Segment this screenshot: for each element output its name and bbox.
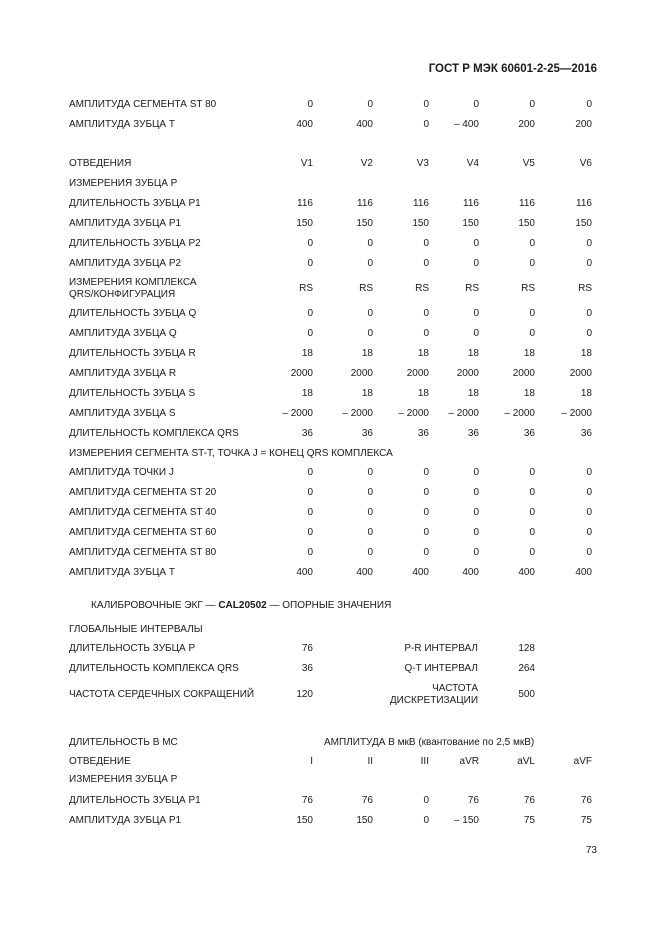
section-heading: ИЗМЕРЕНИЯ ЗУБЦА P <box>69 178 178 189</box>
section-heading: ИЗМЕРЕНИЯ ЗУБЦА P <box>69 774 178 785</box>
cell-value: 0 <box>529 328 535 339</box>
cell-value: 400 <box>575 567 592 578</box>
cell-value: 18 <box>523 388 535 399</box>
cell-value: 0 <box>473 258 479 269</box>
cell-value: 400 <box>296 567 313 578</box>
cell-value: – 150 <box>453 815 479 826</box>
cell-value: 0 <box>307 547 313 558</box>
qrs-config-label-line2: QRS/КОНФИГУРАЦИЯ <box>69 289 176 300</box>
row-label: ДЛИТЕЛЬНОСТЬ ЗУБЦА S <box>69 388 196 399</box>
cell-value: 0 <box>423 467 429 478</box>
cell-value: – 2000 <box>448 408 479 419</box>
lead-header: aVF <box>573 756 592 767</box>
cell-value: 18 <box>467 388 479 399</box>
cell-value: 150 <box>356 218 373 229</box>
row-label: ДЛИТЕЛЬНОСТЬ ЗУБЦА Q <box>69 308 197 319</box>
page-number: 73 <box>585 845 597 856</box>
record-code: CAL20502 <box>218 600 267 611</box>
row-label: АМПЛИТУДА СЕГМЕНТА ST 20 <box>69 487 217 498</box>
calibration-title <box>91 600 391 612</box>
cell-value: 0 <box>473 507 479 518</box>
cell-value: 18 <box>361 388 373 399</box>
cell-value: 400 <box>356 567 373 578</box>
sampling-rate-label-line1: ЧАСТОТА <box>432 683 478 694</box>
cell-value: 0 <box>529 487 535 498</box>
cell-value: 36 <box>361 428 373 439</box>
cell-value: 200 <box>518 119 535 130</box>
cell-value: 18 <box>417 348 429 359</box>
cell-value: 76 <box>580 795 592 806</box>
cell-value: – 2000 <box>398 408 429 419</box>
cell-value: 36 <box>580 428 592 439</box>
cell-value: 0 <box>423 99 429 110</box>
cell-value: 116 <box>357 198 373 209</box>
cell-value: 0 <box>307 258 313 269</box>
cell-value: 0 <box>473 487 479 498</box>
cell-value: 150 <box>356 815 373 826</box>
row-label: АМПЛИТУДА ЗУБЦА P2 <box>69 258 182 269</box>
duration-units-label: ДЛИТЕЛЬНОСТЬ В МС <box>69 737 178 748</box>
cell-value: 36 <box>523 428 535 439</box>
row-label: АМПЛИТУДА СЕГМЕНТА ST 60 <box>69 527 217 538</box>
global-right-value: 128 <box>518 643 535 654</box>
cell-value: – 2000 <box>342 408 373 419</box>
cell-value: 0 <box>367 238 373 249</box>
cell-value: 0 <box>473 308 479 319</box>
lead-header: aVL <box>517 756 535 767</box>
cell-value: 116 <box>576 198 592 209</box>
cell-value: 0 <box>423 328 429 339</box>
row-label: ДЛИТЕЛЬНОСТЬ КОМПЛЕКСА QRS <box>69 428 239 439</box>
cell-value: 116 <box>297 198 313 209</box>
title-suffix: — ОПОРНЫЕ ЗНАЧЕНИЯ <box>266 600 392 611</box>
cell-value: 0 <box>473 467 479 478</box>
cell-value: 150 <box>296 218 313 229</box>
lead-header: V5 <box>522 158 535 169</box>
cell-value: 0 <box>586 507 592 518</box>
lead-header: V3 <box>416 158 429 169</box>
lead-header: III <box>420 756 429 767</box>
cell-value: 0 <box>367 507 373 518</box>
cell-value: 0 <box>367 308 373 319</box>
row-label: ДЛИТЕЛЬНОСТЬ ЗУБЦА P1 <box>69 198 201 209</box>
cell-value: 200 <box>575 119 592 130</box>
cell-value: 150 <box>518 218 535 229</box>
cell-value: – 400 <box>453 119 479 130</box>
cell-value: 0 <box>367 467 373 478</box>
row-label: АМПЛИТУДА СЕГМЕНТА ST 80 <box>69 99 217 110</box>
cell-value: 75 <box>523 815 535 826</box>
cell-value: 2000 <box>569 368 592 379</box>
row-label: ДЛИТЕЛЬНОСТЬ ЗУБЦА R <box>69 348 196 359</box>
cell-value: RS <box>299 283 313 294</box>
row-label: АМПЛИТУДА ЗУБЦА R <box>69 368 177 379</box>
row-label: АМПЛИТУДА ЗУБЦА T <box>69 567 175 578</box>
cell-value: 0 <box>529 547 535 558</box>
row-label: АМПЛИТУДА СЕГМЕНТА ST 80 <box>69 547 217 558</box>
cell-value: 400 <box>356 119 373 130</box>
cell-value: 0 <box>529 238 535 249</box>
row-label: АМПЛИТУДА ЗУБЦА P1 <box>69 218 182 229</box>
title-prefix: КАЛИБРОВОЧНЫЕ ЭКГ — <box>91 600 219 611</box>
row-label: АМПЛИТУДА СЕГМЕНТА ST 40 <box>69 507 217 518</box>
lead-header: II <box>367 756 373 767</box>
lead-header: aVR <box>459 756 479 767</box>
cell-value: 76 <box>467 795 479 806</box>
global-left-value: 76 <box>301 643 313 654</box>
lead-header: V2 <box>360 158 373 169</box>
cell-value: 0 <box>423 547 429 558</box>
cell-value: 0 <box>586 487 592 498</box>
cell-value: 0 <box>367 99 373 110</box>
leads-label: ОТВЕДЕНИЯ <box>69 158 132 169</box>
cell-value: 0 <box>586 258 592 269</box>
cell-value: RS <box>415 283 429 294</box>
cell-value: 400 <box>518 567 535 578</box>
global-right-label: P-R ИНТЕРВАЛ <box>404 643 478 654</box>
global-left-label: ДЛИТЕЛЬНОСТЬ КОМПЛЕКСА QRS <box>69 663 239 674</box>
global-intervals-label: ГЛОБАЛЬНЫЕ ИНТЕРВАЛЫ <box>69 624 203 635</box>
cell-value: 0 <box>307 467 313 478</box>
cell-value: 0 <box>473 99 479 110</box>
cell-value: 0 <box>423 258 429 269</box>
sampling-rate-value: 500 <box>518 689 535 700</box>
cell-value: 0 <box>307 487 313 498</box>
standard-header: ГОСТ Р МЭК 60601-2-25—2016 <box>428 63 597 75</box>
qrs-config-label-line1: ИЗМЕРЕНИЯ КОМПЛЕКСА <box>69 277 197 288</box>
row-label: ДЛИТЕЛЬНОСТЬ ЗУБЦА P2 <box>69 238 201 249</box>
cell-value: 2000 <box>350 368 373 379</box>
cell-value: 2000 <box>456 368 479 379</box>
cell-value: RS <box>578 283 592 294</box>
cell-value: 0 <box>423 795 429 806</box>
cell-value: 36 <box>301 428 313 439</box>
cell-value: 0 <box>367 487 373 498</box>
cell-value: 2000 <box>290 368 313 379</box>
cell-value: 0 <box>529 507 535 518</box>
cell-value: 0 <box>423 507 429 518</box>
cell-value: 18 <box>361 348 373 359</box>
section-heading: ИЗМЕРЕНИЯ СЕГМЕНТА ST-T, ТОЧКА J = КОНЕЦ QRS КОМПЛЕКСА <box>69 448 393 459</box>
heart-rate-value: 120 <box>296 689 313 700</box>
lead-header: V6 <box>579 158 592 169</box>
cell-value: 0 <box>307 99 313 110</box>
cell-value: 0 <box>423 238 429 249</box>
row-label: ДЛИТЕЛЬНОСТЬ ЗУБЦА P1 <box>69 795 201 806</box>
cell-value: RS <box>521 283 535 294</box>
cell-value: 18 <box>417 388 429 399</box>
sampling-rate-label-line2: ДИСКРЕТИЗАЦИИ <box>389 695 478 706</box>
lead-header: I <box>310 756 313 767</box>
cell-value: 400 <box>412 567 429 578</box>
row-label: АМПЛИТУДА ЗУБЦА T <box>69 119 175 130</box>
cell-value: – 2000 <box>282 408 313 419</box>
cell-value: 0 <box>423 487 429 498</box>
cell-value: 0 <box>529 527 535 538</box>
cell-value: 18 <box>467 348 479 359</box>
cell-value: 0 <box>423 527 429 538</box>
global-left-label: ДЛИТЕЛЬНОСТЬ ЗУБЦА P <box>69 643 196 654</box>
cell-value: 0 <box>586 527 592 538</box>
cell-value: 0 <box>307 328 313 339</box>
cell-value: 0 <box>307 507 313 518</box>
cell-value: 18 <box>301 348 313 359</box>
cell-value: – 2000 <box>561 408 592 419</box>
cell-value: 76 <box>361 795 373 806</box>
lead-header: V1 <box>300 158 313 169</box>
cell-value: 76 <box>523 795 535 806</box>
cell-value: 0 <box>586 467 592 478</box>
cell-value: 2000 <box>512 368 535 379</box>
cell-value: 116 <box>463 198 479 209</box>
lead-header: V4 <box>466 158 479 169</box>
cell-value: 150 <box>412 218 429 229</box>
cell-value: 2000 <box>406 368 429 379</box>
cell-value: 18 <box>301 388 313 399</box>
row-label: АМПЛИТУДА ЗУБЦА Q <box>69 328 177 339</box>
cell-value: 0 <box>473 527 479 538</box>
cell-value: 0 <box>586 547 592 558</box>
cell-value: RS <box>359 283 373 294</box>
cell-value: 0 <box>473 547 479 558</box>
cell-value: 76 <box>301 795 313 806</box>
lead-label: ОТВЕДЕНИЕ <box>69 756 131 767</box>
cell-value: 0 <box>367 258 373 269</box>
global-right-label: Q-T ИНТЕРВАЛ <box>404 663 478 674</box>
cell-value: 116 <box>519 198 535 209</box>
row-label: АМПЛИТУДА ЗУБЦА P1 <box>69 815 182 826</box>
cell-value: 0 <box>367 547 373 558</box>
cell-value: 0 <box>367 527 373 538</box>
cell-value: 0 <box>529 467 535 478</box>
cell-value: – 2000 <box>504 408 535 419</box>
cell-value: 75 <box>580 815 592 826</box>
cell-value: 150 <box>462 218 479 229</box>
cell-value: 150 <box>575 218 592 229</box>
cell-value: 18 <box>580 348 592 359</box>
cell-value: 0 <box>586 99 592 110</box>
cell-value: 36 <box>417 428 429 439</box>
global-right-value: 264 <box>518 663 535 674</box>
cell-value: 0 <box>307 238 313 249</box>
cell-value: 400 <box>296 119 313 130</box>
cell-value: 0 <box>423 308 429 319</box>
cell-value: 0 <box>473 238 479 249</box>
cell-value: 400 <box>462 567 479 578</box>
cell-value: 0 <box>307 527 313 538</box>
cell-value: 0 <box>367 328 373 339</box>
cell-value: 116 <box>413 198 429 209</box>
cell-value: 0 <box>473 328 479 339</box>
row-label: АМПЛИТУДА ТОЧКИ J <box>69 467 174 478</box>
cell-value: 18 <box>580 388 592 399</box>
cell-value: 36 <box>467 428 479 439</box>
cell-value: 0 <box>586 308 592 319</box>
cell-value: 0 <box>586 328 592 339</box>
cell-value: 0 <box>586 238 592 249</box>
cell-value: 0 <box>307 308 313 319</box>
heart-rate-label: ЧАСТОТА СЕРДЕЧНЫХ СОКРАЩЕНИЙ <box>69 689 255 700</box>
cell-value: 0 <box>529 308 535 319</box>
global-left-value: 36 <box>301 663 313 674</box>
cell-value: 0 <box>423 815 429 826</box>
cell-value: 0 <box>529 99 535 110</box>
cell-value: 0 <box>529 258 535 269</box>
cell-value: 150 <box>296 815 313 826</box>
amplitude-units-label: АМПЛИТУДА В мкВ (квантование по 2,5 мкВ) <box>324 737 535 748</box>
cell-value: RS <box>465 283 479 294</box>
cell-value: 0 <box>423 119 429 130</box>
cell-value: 18 <box>523 348 535 359</box>
row-label: АМПЛИТУДА ЗУБЦА S <box>69 408 176 419</box>
